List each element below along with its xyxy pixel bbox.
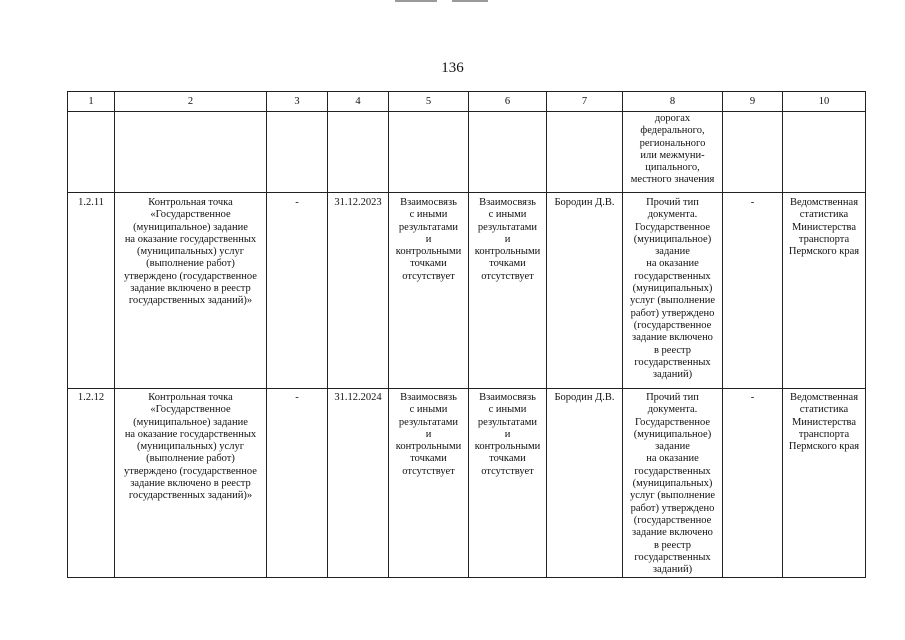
column-number: 3 (267, 92, 328, 112)
table-cell (328, 112, 389, 193)
deadline-date: 31.12.2023 (328, 193, 389, 389)
column-number: 4 (328, 92, 389, 112)
table-cell: - (723, 389, 783, 578)
header-row (68, 92, 866, 112)
column-number: 10 (783, 92, 866, 112)
column-number: 2 (115, 92, 267, 112)
relation-cell: Взаимосвязь с иными результатами и контрольными точками отсутствует (469, 389, 547, 578)
table-row (68, 389, 866, 578)
table-cell (389, 112, 469, 193)
control-point-name: Контрольная точка «Государственное (муниципальное) задание на оказание государственных (муниципальных) услуг (выполнение работ) утверждено (государственное задание включено в реестр государственных заданий)» (115, 389, 267, 578)
table-cell (115, 112, 267, 193)
document-cell: дорогах федерального, регионального или межмуни- ципального, местного значения (623, 112, 723, 193)
relation-cell: Взаимосвязь с иными результатами и контрольными точками отсутствует (469, 193, 547, 389)
document-cell: Прочий тип документа. Государственное (муниципальное) задание на оказание государственных (муниципальных) услуг (выполнение работ) утверждено (государственное задание включено в реестр государственных заданий) (623, 389, 723, 578)
table-cell (783, 112, 866, 193)
info-source: Ведомственная статистика Министерства транспорта Пермского края (783, 389, 866, 578)
responsible-person: Бородин Д.В. (547, 389, 623, 578)
table-cell: - (723, 193, 783, 389)
table-cell (469, 112, 547, 193)
table-cell (68, 112, 115, 193)
page-number: 136 (441, 60, 464, 76)
column-number: 8 (623, 92, 723, 112)
table-cell: - (267, 193, 328, 389)
column-number: 6 (469, 92, 547, 112)
table-cell (723, 112, 783, 193)
row-number: 1.2.12 (68, 389, 115, 578)
column-number: 5 (389, 92, 469, 112)
scan-edge-mark (452, 0, 488, 2)
row-number: 1.2.11 (68, 193, 115, 389)
table-cell (547, 112, 623, 193)
relation-cell: Взаимосвязь с иными результатами и контрольными точками отсутствует (389, 389, 469, 578)
table-row (68, 193, 866, 389)
document-cell: Прочий тип документа. Государственное (муниципальное) задание на оказание государственных (муниципальных) услуг (выполнение работ) утверждено (государственное задание включено в реестр государственных заданий) (623, 193, 723, 389)
table-cell (267, 112, 328, 193)
column-number: 1 (68, 92, 115, 112)
info-source: Ведомственная статистика Министерства транспорта Пермского края (783, 193, 866, 389)
column-number: 9 (723, 92, 783, 112)
responsible-person: Бородин Д.В. (547, 193, 623, 389)
continuation-row (68, 112, 866, 193)
relation-cell: Взаимосвязь с иными результатами и контрольными точками отсутствует (389, 193, 469, 389)
control-point-name: Контрольная точка «Государственное (муниципальное) задание на оказание государственных (муниципальных) услуг (выполнение работ) утверждено (государственное задание включено в реестр государственных заданий)» (115, 193, 267, 389)
column-number: 7 (547, 92, 623, 112)
table-cell: - (267, 389, 328, 578)
scan-edge-mark (395, 0, 437, 2)
deadline-date: 31.12.2024 (328, 389, 389, 578)
plan-table (67, 91, 866, 578)
